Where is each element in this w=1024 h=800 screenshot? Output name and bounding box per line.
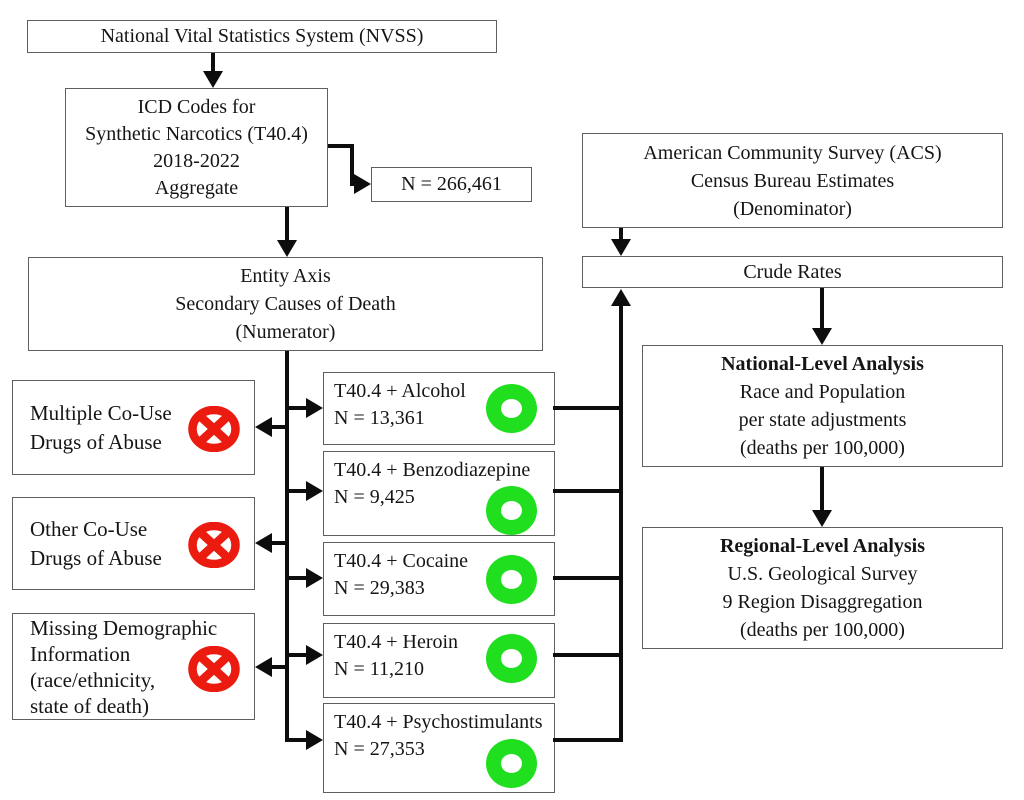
national-line: (deaths per 100,000) — [740, 437, 905, 459]
box-t404-alcohol — [323, 372, 555, 445]
x-circle-icon — [188, 646, 240, 692]
arrowhead-right — [354, 174, 371, 194]
box-regional-analysis — [642, 527, 1003, 649]
arrowhead-left — [255, 657, 272, 677]
cohort-count: N = 9,425 — [334, 486, 415, 508]
box-t404-psychostimulants — [323, 703, 555, 793]
box-icd-codes — [65, 88, 328, 207]
n-total-label: N = 266,461 — [401, 173, 502, 195]
connector-heroin-to-riser — [553, 653, 623, 657]
arrowhead-down — [203, 71, 223, 88]
regional-title: Regional-Level Analysis — [719, 535, 925, 557]
cohort-label: T40.4 + Heroin — [334, 631, 459, 653]
excluded-line: Information — [30, 641, 131, 666]
green-ring-icon — [486, 634, 537, 683]
box-nvss — [27, 20, 497, 53]
arrowhead-right — [306, 645, 323, 665]
green-ring-icon — [486, 739, 537, 788]
cohort-label: T40.4 + Benzodiazepine — [334, 459, 531, 481]
entity-line: Secondary Causes of Death — [175, 293, 396, 315]
green-ring-icon — [486, 555, 537, 604]
box-crude-rates — [582, 256, 1003, 288]
box-acs — [582, 133, 1003, 228]
arrowhead-left — [255, 417, 272, 437]
arrowhead-down — [611, 239, 631, 256]
regional-line: 9 Region Disaggregation — [722, 591, 923, 613]
box-excluded-multiple-co-use — [12, 380, 255, 475]
icd-line: Aggregate — [154, 176, 239, 199]
icd-line: Synthetic Narcotics (T40.4) — [85, 122, 308, 145]
acs-line: (Denominator) — [733, 197, 852, 220]
connector-benzodiazepine-to-riser — [553, 489, 623, 493]
excluded-line: Other Co-Use — [30, 516, 148, 541]
entity-line: (Numerator) — [235, 321, 336, 343]
green-ring-icon — [486, 486, 537, 535]
box-excluded-missing-demographics — [12, 613, 255, 720]
x-circle-icon — [188, 406, 240, 452]
connector-icd-to-entity — [285, 207, 289, 242]
cohort-count: N = 13,361 — [334, 407, 425, 429]
connector-trunk-to-missing-demographics — [270, 665, 289, 669]
crude-rates-label: Crude Rates — [743, 260, 842, 283]
arrowhead-right — [306, 730, 323, 750]
arrowhead-down — [812, 328, 832, 345]
box-national-analysis — [642, 345, 1003, 467]
connector-crude-to-national — [820, 288, 824, 330]
excluded-line: (race/ethnicity, — [30, 667, 156, 692]
cohort-label: T40.4 + Alcohol — [334, 380, 466, 402]
arrowhead-up — [611, 289, 631, 306]
national-title: National-Level Analysis — [721, 353, 924, 375]
excluded-line: Drugs of Abuse — [30, 429, 162, 454]
connector-cocaine-to-riser — [553, 576, 623, 580]
x-circle-icon — [188, 522, 240, 568]
excluded-line: Multiple Co-Use — [30, 400, 172, 425]
arrowhead-left — [255, 533, 272, 553]
connector-trunk-to-other-co-use — [270, 541, 289, 545]
connector-riser-to-crude-rates — [619, 304, 623, 742]
cohort-label: T40.4 + Psychostimulants — [334, 711, 543, 733]
green-ring-icon — [486, 384, 537, 433]
box-t404-cocaine — [323, 542, 555, 616]
nvss-label: National Vital Statistics System (NVSS) — [100, 25, 424, 47]
arrowhead-right — [306, 398, 323, 418]
national-line: per state adjustments — [738, 409, 907, 431]
cohort-label: T40.4 + Cocaine — [334, 550, 469, 572]
box-t404-benzodiazepine — [323, 451, 555, 536]
excluded-line: state of death) — [30, 693, 149, 718]
regional-line: U.S. Geological Survey — [727, 563, 918, 585]
regional-line: (deaths per 100,000) — [740, 619, 905, 641]
acs-line: Census Bureau Estimates — [690, 169, 895, 192]
arrowhead-down — [812, 510, 832, 527]
arrowhead-right — [306, 481, 323, 501]
cohort-count: N = 29,383 — [334, 577, 425, 599]
connector-nvss-to-icd — [211, 53, 215, 73]
connector-alcohol-to-riser — [553, 406, 623, 410]
connector-national-to-regional — [820, 467, 824, 512]
icd-line: 2018-2022 — [153, 149, 240, 172]
connector-trunk-to-multiple-co-use — [270, 425, 289, 429]
box-n-total — [371, 167, 532, 202]
entity-line: Entity Axis — [240, 265, 331, 287]
excluded-line: Drugs of Abuse — [30, 545, 162, 570]
arrowhead-right — [306, 568, 323, 588]
national-line: Race and Population — [739, 381, 906, 403]
acs-line: American Community Survey (ACS) — [643, 141, 942, 164]
box-excluded-other-co-use — [12, 497, 255, 590]
arrowhead-down — [277, 240, 297, 257]
excluded-line: Missing Demographic — [30, 615, 218, 640]
cohort-count: N = 11,210 — [334, 658, 424, 680]
cohort-count: N = 27,353 — [334, 738, 425, 760]
connector-psychostimulants-to-riser — [553, 738, 623, 742]
box-entity-axis — [28, 257, 543, 351]
icd-line: ICD Codes for — [137, 95, 256, 118]
box-t404-heroin — [323, 623, 555, 698]
